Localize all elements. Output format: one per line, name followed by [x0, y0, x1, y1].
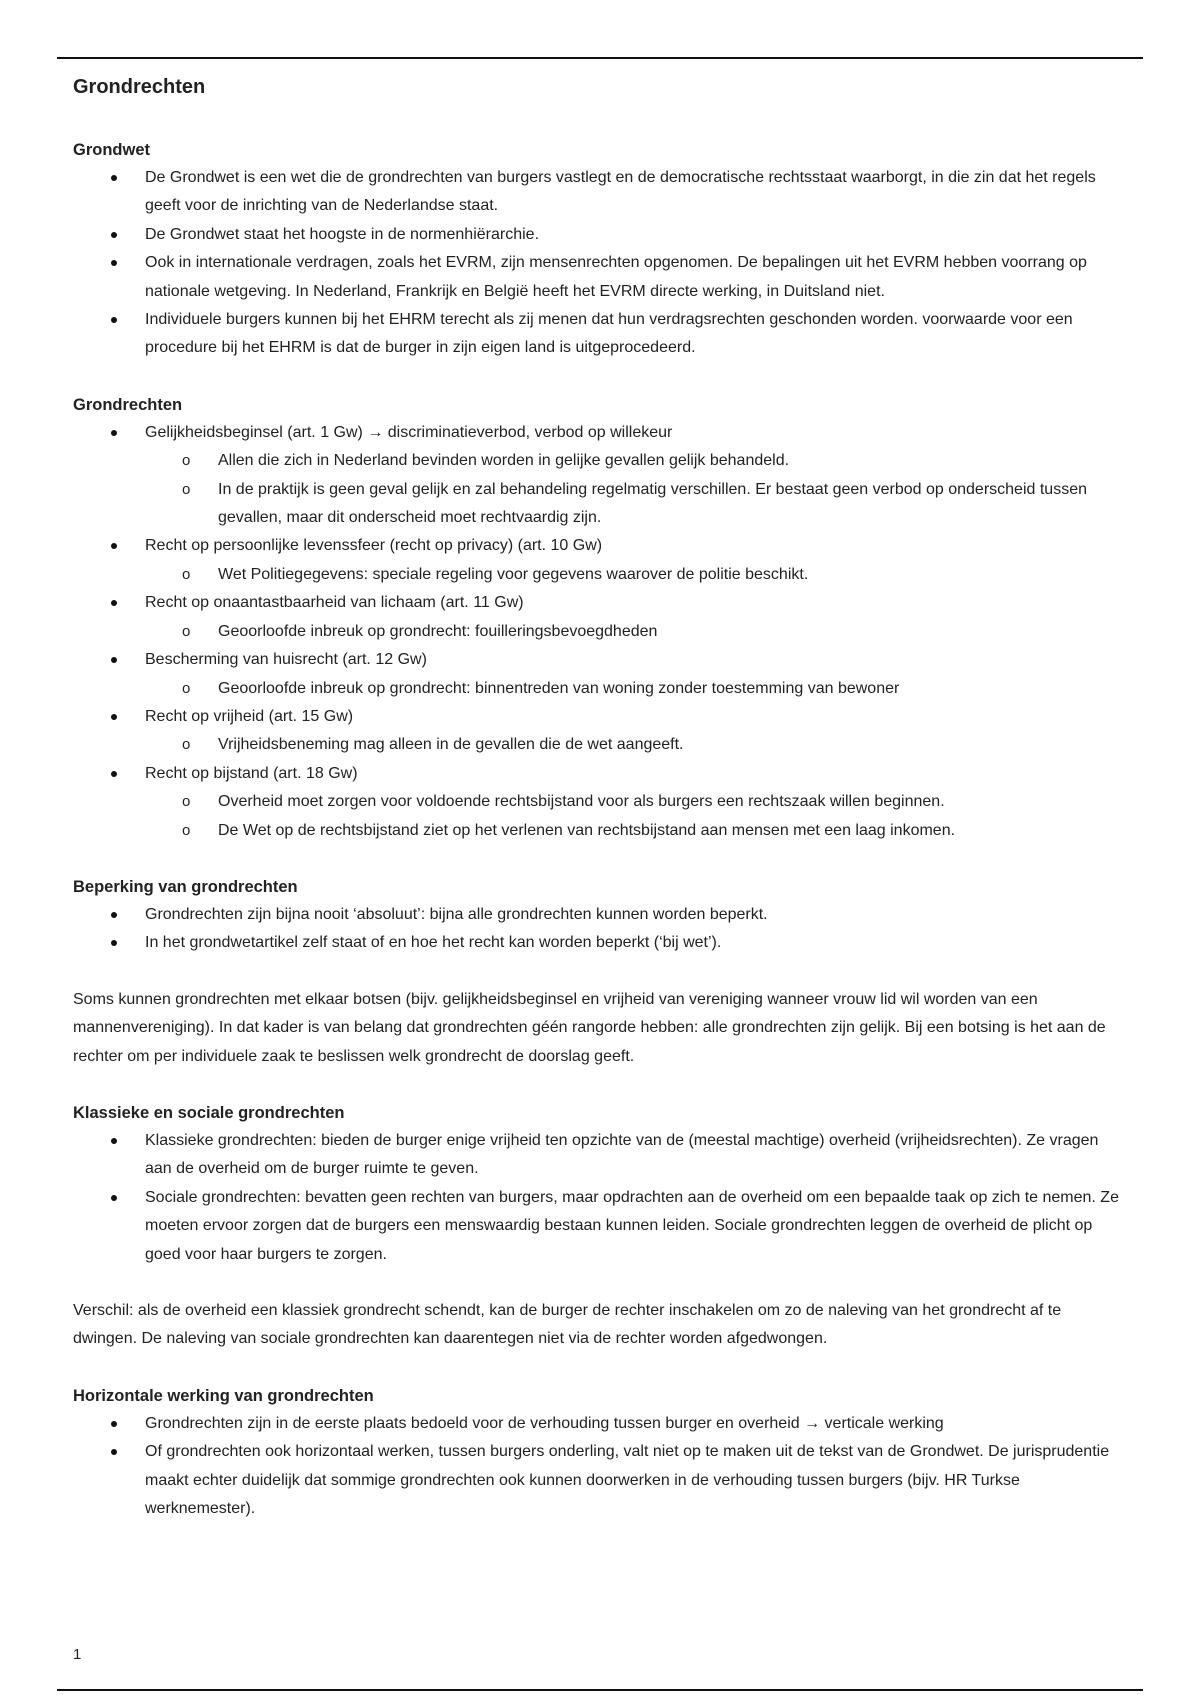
bullet-icon	[111, 940, 117, 946]
footer-rule	[57, 1689, 1143, 1691]
sub-bullet-icon: o	[182, 679, 191, 697]
bullet-icon	[111, 1421, 117, 1427]
bullet-icon	[111, 260, 117, 266]
bullet-icon	[111, 600, 117, 606]
list-item: Recht op bijstand (art. 18 Gw) o Overheid moet zorgen voor voldoende rechtsbijstand voor als burgers een rechtszaak willen beginnen. o De Wet op de rechtsbijstand ziet op het verlenen van rechtsbijstand aan mensen met een laag inkomen.	[145, 760, 1129, 845]
sub-list-item: o In de praktijk is geen geval gelijk en zal behandeling regelmatig verschillen. Er bestaat geen verbod op onderscheid tussen gevallen, maar dit onderscheid moet rechtvaardig zijn.	[218, 476, 1129, 533]
paragraph-verschil: Verschil: als de overheid een klassiek grondrecht schendt, kan de burger de rechter inschakelen om zo de naleving van het grondrecht af te dwingen. De naleving van sociale grondrechten kan daarentegen niet via de rechter worden afgedwongen.	[73, 1302, 1062, 1348]
bullet-icon	[111, 317, 117, 323]
bullet-icon	[111, 771, 117, 777]
sub-list-item: o Overheid moet zorgen voor voldoende rechtsbijstand voor als burgers een rechtszaak willen beginnen.	[218, 788, 1129, 816]
list-item: Grondrechten zijn in de eerste plaats bedoeld voor de verhouding tussen burger en overheid → verticale werking	[145, 1410, 1129, 1438]
sub-bullet-icon: o	[182, 565, 191, 583]
bullet-list-grondrechten	[73, 419, 1129, 845]
list-item: Individuele burgers kunnen bij het EHRM terecht als zij menen dat hun verdragsrechten geschonden worden. voorwaarde voor een procedure bij het EHRM is dat de burger in zijn eigen land is uitgeprocedeerd.	[145, 306, 1129, 363]
bullet-icon	[111, 175, 117, 181]
bullet-icon	[111, 912, 117, 918]
list-item: Gelijkheidsbeginsel (art. 1 Gw) → discriminatieverbod, verbod op willekeur o Allen die zich in Nederland bevinden worden in gelijke gevallen gelijk behandeld. o In de praktijk is geen geval gelijk en zal behandeling regelmatig verschillen. Er bestaat geen verbod op onderscheid tussen gevallen, maar dit onderscheid moet rechtvaardig zijn.	[145, 419, 1129, 533]
section-heading-horizontaal: Horizontale werking van grondrechten	[73, 1386, 374, 1405]
sub-list	[145, 618, 1129, 646]
bullet-icon	[111, 232, 117, 238]
sub-list	[145, 788, 1129, 845]
sub-list-item: o Vrijheidsbeneming mag alleen in de gevallen die de wet aangeeft.	[218, 731, 1129, 759]
sub-list	[145, 561, 1129, 589]
sub-bullet-icon: o	[182, 793, 191, 811]
sub-list-item: o De Wet op de rechtsbijstand ziet op het verlenen van rechtsbijstand aan mensen met een laag inkomen.	[218, 817, 1129, 845]
bullet-list-horizontaal	[73, 1410, 1129, 1524]
sub-bullet-icon: o	[182, 736, 191, 754]
sub-bullet-icon: o	[182, 622, 191, 640]
header-rule	[57, 57, 1143, 59]
list-item: Klassieke grondrechten: bieden de burger enige vrijheid ten opzichte van de (meestal machtige) overheid (vrijheidsrechten). Ze vragen aan de overheid om de burger ruimte te geven.	[145, 1127, 1129, 1184]
list-item: Bescherming van huisrecht (art. 12 Gw) o Geoorloofde inbreuk op grondrecht: binnentreden van woning zonder toestemming van bewoner	[145, 646, 1129, 703]
sub-bullet-icon: o	[182, 452, 191, 470]
sub-list-item: o Geoorloofde inbreuk op grondrecht: fouilleringsbevoegdheden	[218, 618, 1129, 646]
sub-list-item: o Allen die zich in Nederland bevinden worden in gelijke gevallen gelijk behandeld.	[218, 447, 1129, 475]
section-heading-grondrechten: Grondrechten	[73, 395, 183, 414]
sub-list-item: o Wet Politiegegevens: speciale regeling voor gegevens waarover de politie beschikt.	[218, 561, 1129, 589]
bullet-list-klassiek-sociaal	[73, 1127, 1129, 1269]
list-item: Recht op vrijheid (art. 15 Gw) o Vrijheidsbeneming mag alleen in de gevallen die de wet aangeeft.	[145, 703, 1129, 760]
bullet-icon	[111, 1449, 117, 1455]
bullet-icon	[111, 430, 117, 436]
bullet-list-grondwet	[73, 164, 1129, 363]
sub-bullet-icon: o	[182, 821, 191, 839]
sub-list-item: o Geoorloofde inbreuk op grondrecht: binnentreden van woning zonder toestemming van bewoner	[218, 675, 1129, 703]
list-item: Of grondrechten ook horizontaal werken, tussen burgers onderling, valt niet op te maken uit de tekst van de Grondwet. De jurisprudentie maakt echter duidelijk dat sommige grondrechten ook kunnen doorwerken in de verhouding tussen burgers (bijv. HR Turkse werknemester).	[145, 1438, 1129, 1523]
bullet-icon	[111, 1138, 117, 1144]
sub-bullet-icon: o	[182, 480, 191, 498]
document-body	[73, 72, 1129, 1523]
section-heading-beperking: Beperking van grondrechten	[73, 877, 298, 896]
list-item: Recht op onaantastbaarheid van lichaam (art. 11 Gw) o Geoorloofde inbreuk op grondrecht: fouilleringsbevoegdheden	[145, 589, 1129, 646]
list-item: De Grondwet staat het hoogste in de normenhiërarchie.	[145, 221, 1129, 249]
bullet-icon	[111, 714, 117, 720]
bullet-list-beperking	[73, 901, 1129, 958]
list-item: Ook in internationale verdragen, zoals het EVRM, zijn mensenrechten opgenomen. De bepalingen uit het EVRM hebben voorrang op nationale wetgeving. In Nederland, Frankrijk en België heeft het EVRM directe werking, in Duitsland niet.	[145, 249, 1129, 306]
list-item: In het grondwetartikel zelf staat of en hoe het recht kan worden beperkt (‘bij wet’).	[145, 929, 1129, 957]
list-item: Grondrechten zijn bijna nooit ‘absoluut’: bijna alle grondrechten kunnen worden beperkt.	[145, 901, 1129, 929]
section-heading-grondwet: Grondwet	[73, 141, 150, 159]
sub-list	[145, 675, 1129, 703]
sub-list	[145, 731, 1129, 759]
paragraph-botsing: Soms kunnen grondrechten met elkaar botsen (bijv. gelijkheidsbeginsel en vrijheid van vereniging wanneer vrouw lid wil worden van een mannenvereniging). In dat kader is van belang dat grondrechten géén rangorde hebben: alle grondrechten zijn gelijk. Bij een botsing is het aan de rechter om per individuele zaak te beslissen welk grondrecht de doorslag geeft.	[73, 990, 1106, 1065]
document-title: Grondrechten	[73, 76, 206, 98]
bullet-icon	[111, 1195, 117, 1201]
bullet-icon	[111, 657, 117, 663]
section-heading-klassiek-sociaal: Klassieke en sociale grondrechten	[73, 1103, 345, 1122]
list-item: De Grondwet is een wet die de grondrechten van burgers vastlegt en de democratische rechtsstaat waarborgt, in die zin dat het regels geeft voor de inrichting van de Nederlandse staat.	[145, 164, 1129, 221]
list-item: Recht op persoonlijke levenssfeer (recht op privacy) (art. 10 Gw) o Wet Politiegegevens: speciale regeling voor gegevens waarover de politie beschikt.	[145, 532, 1129, 589]
bullet-icon	[111, 543, 117, 549]
sub-list	[145, 447, 1129, 532]
list-item: Sociale grondrechten: bevatten geen rechten van burgers, maar opdrachten aan de overheid om een bepaalde taak op zich te nemen. Ze moeten ervoor zorgen dat de burgers een menswaardig bestaan kunnen leiden. Sociale grondrechten leggen de overheid de plicht op goed voor haar burgers te zorgen.	[145, 1184, 1129, 1269]
page-number: 1	[73, 1646, 82, 1663]
